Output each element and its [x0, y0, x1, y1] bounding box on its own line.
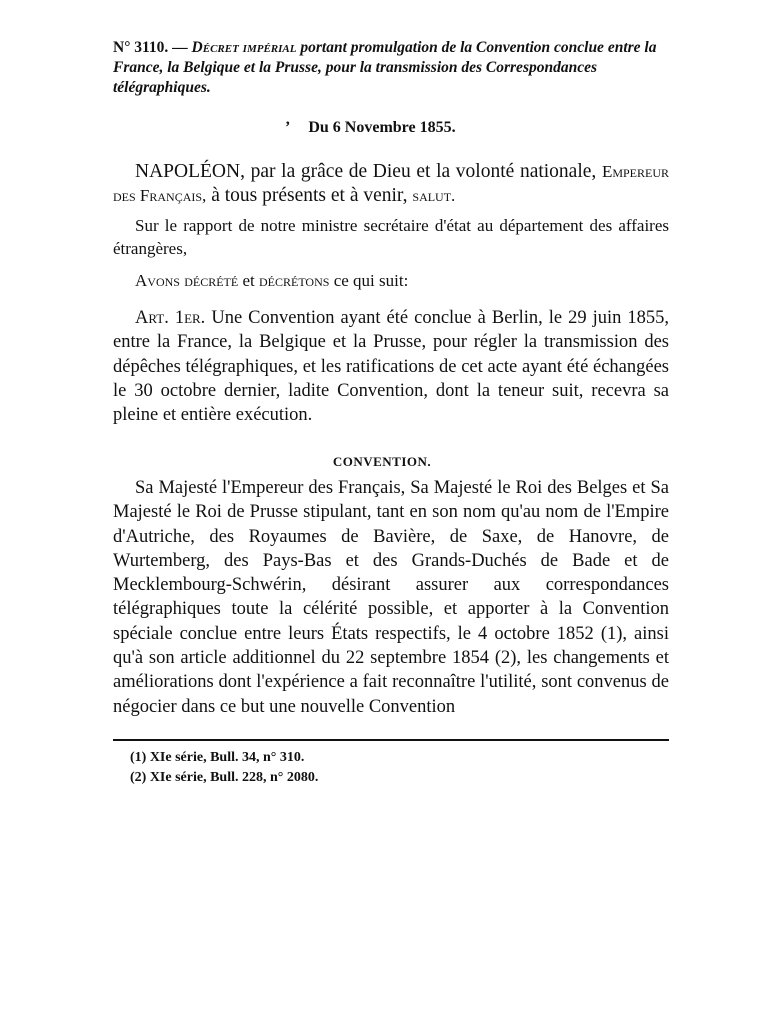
emperor-title: Empereur des Français,: [113, 162, 670, 206]
report-paragraph: Sur le rapport de notre ministre secrétaire d'état au département des affaires étrangères,: [113, 216, 669, 258]
decree-phrase-rest: ce qui suit:: [333, 271, 409, 290]
convention-title: CONVENTION.: [332, 454, 432, 469]
convention-paragraph: Sa Majesté l'Empereur des Français, Sa Majesté le Roi des Belges et Sa Majesté le Roi de Prusse stipulant, tant en son nom qu'au nom de l'Empire d'Autriche, des Royaumes de Bavière, de Saxe, de Hanovre, de Wurtemberg, des Pays-Bas et des Grands-Duchés de Bade et de Mecklembourg-Schwérin, désirant assurer aux correspondances télégraphiques toute la célérité possible, et apporter à la Convention spéciale conclue entre leurs États respectifs, le 4 octobre 1852 (1), ainsi qu'à son article additionnel du 22 septembre 1854 (2), les changements et améliorations dont l'expérience a fait reconnaître l'utilité, sont convenus de négocier dans ce but une nouvelle Convention: [113, 478, 669, 717]
salut-word: salut.: [412, 186, 456, 206]
decree-heading: [113, 38, 669, 98]
preamble-text-2: à tous présents et à venir,: [211, 185, 408, 207]
preamble-text-1: par la grâce de Dieu et la volonté nationale,: [250, 161, 597, 182]
article-1: [113, 306, 669, 427]
footnotes: [130, 748, 318, 788]
emperor-name: NAPOLÉON,: [135, 161, 245, 182]
decree-date: [285, 119, 456, 137]
decree-number: N° 3110. —: [113, 39, 188, 56]
decree-title: portant promulgation de la Convention conclue entre la France, la Belgique et la Prusse, pour la transmission des Correspondances télégraphiques.: [113, 39, 657, 96]
avons-decrete: Avons décrété: [135, 271, 239, 290]
footnote: (1) XIe série, Bull. 34, n° 310.: [130, 750, 305, 765]
ink-mark: ’: [285, 119, 291, 136]
decree-label: Décret impérial: [191, 39, 297, 56]
article-label: Art. 1er.: [135, 308, 206, 328]
preamble-paragraph: [113, 160, 669, 209]
decree-phrase: [113, 269, 669, 293]
footnote-rule: [113, 739, 669, 741]
conjunction: et: [242, 271, 255, 290]
footnote: (2) XIe série, Bull. 228, n° 2080.: [130, 770, 319, 785]
article-text: Une Convention ayant été conclue à Berlin, le 29 juin 1855, entre la France, la Belgique et la Prusse, pour régler la transmission des dépêches télégraphiques, et les ratifications de cet acte ayant été échangées le 30 octobre dernier, ladite Convention, dont la teneur suit, recevra sa pleine et entière exécution.: [113, 308, 669, 426]
date-text: Du 6 Novembre 1855.: [308, 119, 456, 136]
decretons: décrétons: [258, 271, 330, 290]
